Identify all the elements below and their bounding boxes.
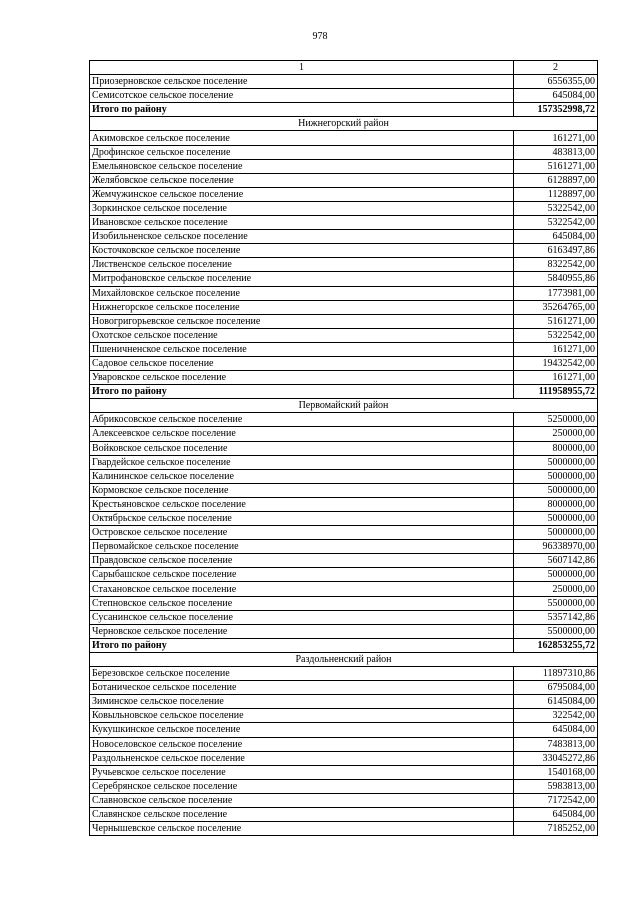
settlement-row <box>90 75 598 89</box>
column-header-1: 1 <box>90 61 514 75</box>
settlement-row <box>90 216 598 230</box>
settlement-row <box>90 286 598 300</box>
budget-table <box>89 60 598 836</box>
settlement-name: Стахановское сельское поселение <box>90 582 514 596</box>
settlement-row <box>90 89 598 103</box>
region-header-row <box>90 652 598 666</box>
settlement-row <box>90 244 598 258</box>
settlement-name: Желябовское сельское поселение <box>90 173 514 187</box>
settlement-amount: 35264765,00 <box>514 300 598 314</box>
settlement-amount: 8322542,00 <box>514 258 598 272</box>
settlement-amount: 5500000,00 <box>514 624 598 638</box>
settlement-amount: 250000,00 <box>514 427 598 441</box>
settlement-name: Раздольненское сельское поселение <box>90 751 514 765</box>
settlement-name: Алексеевское сельское поселение <box>90 427 514 441</box>
settlement-name: Войковское сельское поселение <box>90 441 514 455</box>
settlement-amount: 1773981,00 <box>514 286 598 300</box>
settlement-row <box>90 610 598 624</box>
district-total-amount: 162853255,72 <box>514 638 598 652</box>
settlement-row <box>90 455 598 469</box>
settlement-name: Новогригорьевское сельское поселение <box>90 314 514 328</box>
settlement-name: Серебрянское сельское поселение <box>90 779 514 793</box>
settlement-amount: 5000000,00 <box>514 568 598 582</box>
settlement-row <box>90 300 598 314</box>
settlement-row <box>90 723 598 737</box>
settlement-name: Славновское сельское поселение <box>90 793 514 807</box>
settlement-amount: 5500000,00 <box>514 596 598 610</box>
settlement-amount: 5250000,00 <box>514 413 598 427</box>
settlement-amount: 11897310,86 <box>514 667 598 681</box>
district-total-amount: 111958955,72 <box>514 385 598 399</box>
settlement-row <box>90 441 598 455</box>
settlement-name: Правдовское сельское поселение <box>90 554 514 568</box>
settlement-row <box>90 342 598 356</box>
settlement-amount: 6163497,86 <box>514 244 598 258</box>
region-name: Первомайский район <box>90 399 598 413</box>
settlement-amount: 161271,00 <box>514 342 598 356</box>
settlement-name: Нижнегорское сельское поселение <box>90 300 514 314</box>
settlement-amount: 33045272,86 <box>514 751 598 765</box>
settlement-row <box>90 793 598 807</box>
settlement-amount: 645084,00 <box>514 89 598 103</box>
settlement-amount: 5607142,86 <box>514 554 598 568</box>
settlement-row <box>90 624 598 638</box>
settlement-name: Пшеничненское сельское поселение <box>90 342 514 356</box>
settlement-amount: 96338970,00 <box>514 540 598 554</box>
region-name: Раздольненский район <box>90 652 598 666</box>
settlement-name: Зоркинское сельское поселение <box>90 201 514 215</box>
settlement-amount: 5840955,86 <box>514 272 598 286</box>
settlement-row <box>90 737 598 751</box>
district-total-row <box>90 385 598 399</box>
settlement-row <box>90 512 598 526</box>
region-header-row <box>90 117 598 131</box>
settlement-row <box>90 667 598 681</box>
settlement-amount: 6145084,00 <box>514 695 598 709</box>
settlement-row <box>90 822 598 836</box>
settlement-name: Изобильненское сельское поселение <box>90 230 514 244</box>
settlement-name: Семисотское сельское поселение <box>90 89 514 103</box>
settlement-amount: 5000000,00 <box>514 512 598 526</box>
settlement-row <box>90 131 598 145</box>
settlement-name: Охотское сельское поселение <box>90 328 514 342</box>
page-number: 978 <box>312 31 328 42</box>
district-total-amount: 157352998,72 <box>514 103 598 117</box>
settlement-row <box>90 596 598 610</box>
district-total-row <box>90 638 598 652</box>
table-body <box>90 61 598 836</box>
settlement-name: Косточковское сельское поселение <box>90 244 514 258</box>
column-header-row <box>90 61 598 75</box>
settlement-amount: 483813,00 <box>514 145 598 159</box>
settlement-row <box>90 554 598 568</box>
settlement-row <box>90 413 598 427</box>
settlement-name: Ботаническое сельское поселение <box>90 681 514 695</box>
settlement-amount: 800000,00 <box>514 441 598 455</box>
settlement-name: Калининское сельское поселение <box>90 469 514 483</box>
settlement-name: Михайловское сельское поселение <box>90 286 514 300</box>
settlement-amount: 7172542,00 <box>514 793 598 807</box>
settlement-amount: 322542,00 <box>514 709 598 723</box>
settlement-amount: 7483813,00 <box>514 737 598 751</box>
settlement-name: Емельяновское сельское поселение <box>90 159 514 173</box>
settlement-name: Славянское сельское поселение <box>90 807 514 821</box>
settlement-name: Черновское сельское поселение <box>90 624 514 638</box>
settlement-name: Ивановское сельское поселение <box>90 216 514 230</box>
settlement-name: Зиминское сельское поселение <box>90 695 514 709</box>
settlement-amount: 19432542,00 <box>514 356 598 370</box>
settlement-amount: 5357142,86 <box>514 610 598 624</box>
settlement-row <box>90 751 598 765</box>
settlement-name: Митрофановское сельское поселение <box>90 272 514 286</box>
settlement-row <box>90 540 598 554</box>
column-header-2: 2 <box>514 61 598 75</box>
district-total-label: Итого по району <box>90 103 514 117</box>
settlement-name: Сусанинское сельское поселение <box>90 610 514 624</box>
settlement-row <box>90 709 598 723</box>
settlement-row <box>90 681 598 695</box>
settlement-row <box>90 695 598 709</box>
settlement-row <box>90 356 598 370</box>
settlement-name: Лиственское сельское поселение <box>90 258 514 272</box>
settlement-name: Октябрьское сельское поселение <box>90 512 514 526</box>
settlement-name: Сарыбашское сельское поселение <box>90 568 514 582</box>
settlement-row <box>90 258 598 272</box>
settlement-row <box>90 568 598 582</box>
settlement-name: Дрофинское сельское поселение <box>90 145 514 159</box>
settlement-row <box>90 497 598 511</box>
settlement-name: Абрикосовское сельское поселение <box>90 413 514 427</box>
settlement-amount: 5161271,00 <box>514 314 598 328</box>
settlement-row <box>90 230 598 244</box>
settlement-row <box>90 201 598 215</box>
settlement-name: Садовое сельское поселение <box>90 356 514 370</box>
settlement-amount: 5322542,00 <box>514 201 598 215</box>
settlement-row <box>90 469 598 483</box>
settlement-row <box>90 187 598 201</box>
settlement-name: Крестьяновское сельское поселение <box>90 497 514 511</box>
settlement-row <box>90 765 598 779</box>
settlement-row <box>90 526 598 540</box>
settlement-row <box>90 159 598 173</box>
settlement-amount: 5322542,00 <box>514 216 598 230</box>
settlement-name: Акимовское сельское поселение <box>90 131 514 145</box>
settlement-amount: 6128897,00 <box>514 173 598 187</box>
region-name: Нижнегорский район <box>90 117 598 131</box>
settlement-row <box>90 779 598 793</box>
settlement-amount: 645084,00 <box>514 723 598 737</box>
settlement-amount: 5161271,00 <box>514 159 598 173</box>
settlement-row <box>90 371 598 385</box>
district-total-label: Итого по району <box>90 385 514 399</box>
region-header-row <box>90 399 598 413</box>
settlement-name: Уваровское сельское поселение <box>90 371 514 385</box>
settlement-name: Кормовское сельское поселение <box>90 483 514 497</box>
settlement-amount: 645084,00 <box>514 807 598 821</box>
settlement-amount: 161271,00 <box>514 371 598 385</box>
district-total-label: Итого по району <box>90 638 514 652</box>
settlement-amount: 5322542,00 <box>514 328 598 342</box>
settlement-amount: 5000000,00 <box>514 526 598 540</box>
settlement-amount: 645084,00 <box>514 230 598 244</box>
settlement-amount: 1128897,00 <box>514 187 598 201</box>
settlement-amount: 5000000,00 <box>514 455 598 469</box>
settlement-row <box>90 314 598 328</box>
settlement-amount: 161271,00 <box>514 131 598 145</box>
settlement-row <box>90 582 598 596</box>
settlement-row <box>90 483 598 497</box>
settlement-row <box>90 807 598 821</box>
settlement-name: Степновское сельское поселение <box>90 596 514 610</box>
settlement-name: Жемчужинское сельское поселение <box>90 187 514 201</box>
settlement-name: Кукушкинское сельское поселение <box>90 723 514 737</box>
settlement-amount: 6795084,00 <box>514 681 598 695</box>
settlement-name: Чернышевское сельское поселение <box>90 822 514 836</box>
settlement-row <box>90 173 598 187</box>
settlement-name: Березовское сельское поселение <box>90 667 514 681</box>
settlement-row <box>90 427 598 441</box>
settlement-row <box>90 328 598 342</box>
settlement-amount: 7185252,00 <box>514 822 598 836</box>
district-total-row <box>90 103 598 117</box>
settlement-name: Ручьевское сельское поселение <box>90 765 514 779</box>
settlement-name: Приозерновское сельское поселение <box>90 75 514 89</box>
settlement-name: Ковыльновское сельское поселение <box>90 709 514 723</box>
settlement-amount: 1540168,00 <box>514 765 598 779</box>
settlement-amount: 250000,00 <box>514 582 598 596</box>
settlement-name: Новоселовское сельское поселение <box>90 737 514 751</box>
settlement-row <box>90 145 598 159</box>
settlement-amount: 8000000,00 <box>514 497 598 511</box>
settlement-name: Первомайское сельское поселение <box>90 540 514 554</box>
settlement-amount: 6556355,00 <box>514 75 598 89</box>
settlement-name: Островское сельское поселение <box>90 526 514 540</box>
settlement-row <box>90 272 598 286</box>
settlement-amount: 5000000,00 <box>514 483 598 497</box>
settlement-name: Гвардейское сельское поселение <box>90 455 514 469</box>
settlement-amount: 5000000,00 <box>514 469 598 483</box>
settlement-amount: 5983813,00 <box>514 779 598 793</box>
